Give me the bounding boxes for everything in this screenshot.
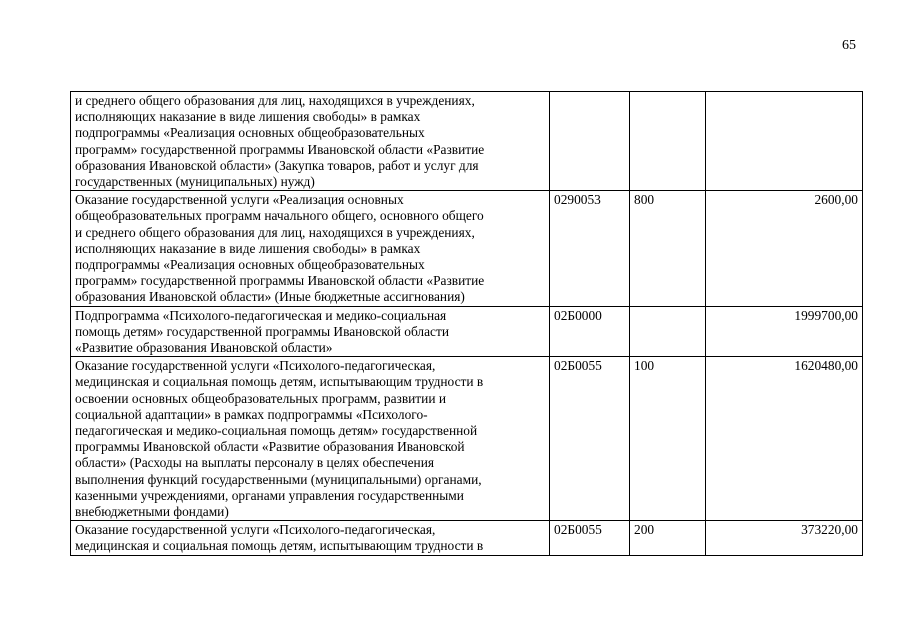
- text-line: исполняющих наказание в виде лишения свободы» в рамках: [75, 109, 421, 125]
- text-line: медицинская и социальная помощь детям, испытывающим трудности в: [75, 538, 484, 554]
- target-code-cell: 02Б0000: [550, 306, 630, 357]
- text-line: «Развитие образования Ивановской области»: [75, 340, 333, 356]
- page-number: 65: [842, 38, 856, 53]
- text-line: подпрограммы «Реализация основных общеобразовательных: [75, 125, 425, 141]
- table-row: [71, 306, 863, 357]
- text-line: социальной адаптации» в рамках подпрограммы «Психолого-: [75, 406, 428, 422]
- text-line: образования Ивановской области» (Иные бюджетные ассигнования): [75, 289, 465, 305]
- budget-table: [70, 91, 863, 556]
- text-line: казенными учреждениями, органами управления государственными: [75, 487, 464, 503]
- target-code-cell: [550, 92, 630, 191]
- text-line: области» (Расходы на выплаты персоналу в целях обеспечения: [75, 455, 435, 471]
- amount-cell: 373220,00: [706, 521, 863, 555]
- text-line: государственных (муниципальных) нужд): [75, 174, 315, 190]
- text-line: освоении основных общеобразовательных программ, развитии и: [75, 390, 447, 406]
- expense-type-cell: 200: [630, 521, 706, 555]
- text-line: педагогическая и медико-социальная помощь детям» государственной: [75, 423, 478, 439]
- text-line: Оказание государственной услуги «Психолого-педагогическая,: [75, 358, 436, 374]
- amount-cell: 1620480,00: [706, 357, 863, 521]
- expense-name-cell: [71, 191, 550, 306]
- table-row: [71, 521, 863, 555]
- expense-type-cell: [630, 92, 706, 191]
- text-line: Оказание государственной услуги «Реализация основных: [75, 192, 404, 208]
- expense-name-cell: [71, 521, 550, 555]
- expense-name-cell: [71, 92, 550, 191]
- table-row: [71, 191, 863, 306]
- text-line: Оказание государственной услуги «Психолого-педагогическая,: [75, 522, 436, 538]
- expense-type-cell: [630, 306, 706, 357]
- expense-name-cell: [71, 306, 550, 357]
- target-code-cell: 0290053: [550, 191, 630, 306]
- text-line: программ» государственной программы Ивановской области «Развитие: [75, 273, 485, 289]
- expense-type-cell: 100: [630, 357, 706, 521]
- text-line: медицинская и социальная помощь детям, испытывающим трудности в: [75, 374, 484, 390]
- amount-cell: [706, 92, 863, 191]
- text-line: Подпрограмма «Психолого-педагогическая и медико-социальная: [75, 307, 447, 323]
- text-line: программ» государственной программы Ивановской области «Развитие: [75, 141, 485, 157]
- table-row: [71, 92, 863, 191]
- text-line: и среднего общего образования для лиц, находящихся в учреждениях,: [75, 93, 475, 108]
- text-line: образования Ивановской области» (Закупка товаров, работ и услуг для: [75, 157, 479, 173]
- text-line: подпрограммы «Реализация основных общеобразовательных: [75, 257, 425, 273]
- text-line: выполнения функций государственными (муниципальными) органами,: [75, 471, 482, 487]
- text-line: исполняющих наказание в виде лишения свободы» в рамках: [75, 240, 421, 256]
- target-code-cell: 02Б0055: [550, 357, 630, 521]
- amount-cell: 2600,00: [706, 191, 863, 306]
- text-line: программы Ивановской области «Развитие образования Ивановской: [75, 439, 465, 455]
- amount-cell: 1999700,00: [706, 306, 863, 357]
- text-line: общеобразовательных программ начального общего, основного общего: [75, 208, 484, 224]
- text-line: и среднего общего образования для лиц, находящихся в учреждениях,: [75, 224, 475, 240]
- expense-type-cell: 800: [630, 191, 706, 306]
- expense-name-cell: [71, 357, 550, 521]
- text-line: внебюджетными фондами): [75, 504, 229, 520]
- table-row: [71, 357, 863, 521]
- target-code-cell: 02Б0055: [550, 521, 630, 555]
- text-line: помощь детям» государственной программы Ивановской области: [75, 323, 450, 339]
